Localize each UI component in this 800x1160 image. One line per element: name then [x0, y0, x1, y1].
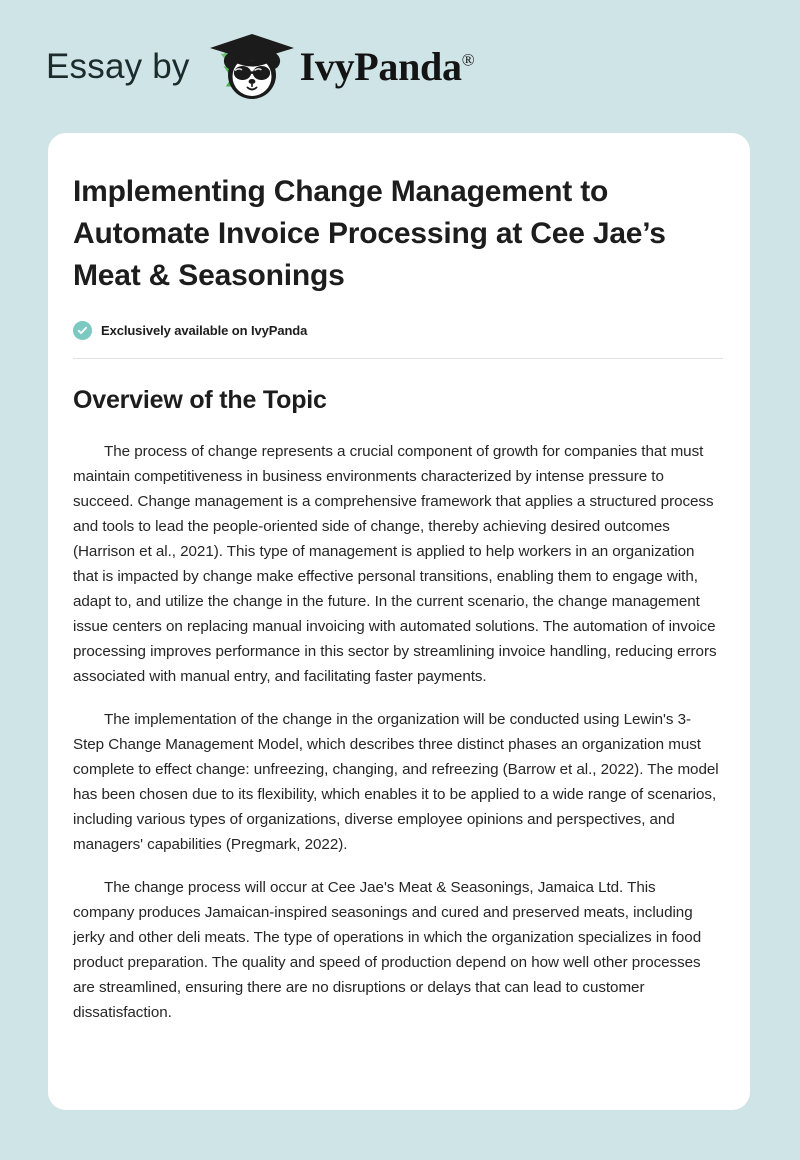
ivypanda-logo-lockup[interactable] — [206, 30, 475, 104]
ivypanda-panda-graduate-logo-icon — [206, 30, 298, 104]
brand-header — [0, 0, 800, 133]
title-divider — [73, 358, 723, 359]
registered-trademark-icon: ® — [461, 50, 475, 70]
exclusive-availability-badge — [73, 321, 722, 340]
section-heading: Overview of the Topic — [73, 386, 327, 414]
body-paragraph: The process of change represents a crucial component of growth for companies that must maintain competitiveness in business environments characterized by intense pressure to succeed. Change management is a comprehensive framework that applies a structured process and tools to lead the people-oriented side of change, thereby achieving desired outcomes (Harrison et al., 2021). This type of management is applied to help workers in an organization that is impacted by change make effective personal transitions, enabling them to engage with, adapt to, and utilize the change in the future. In the current scenario, the change management issue centers on replacing manual invoicing with automated solutions. The automation of invoice processing improves performance in this sector by streamlining invoice handling, reducing errors associated with manual entry, and facilitating faster payments. — [73, 443, 717, 685]
ivypanda-wordmark-text: IvyPanda — [299, 43, 462, 89]
document-card — [48, 133, 750, 1110]
exclusive-availability-label: Exclusively available on IvyPanda — [101, 323, 308, 338]
check-circle-icon — [73, 321, 92, 340]
page-title: Implementing Change Management to Automate Invoice Processing at Cee Jae’s Meat & Seasonings — [73, 175, 666, 292]
ivypanda-wordmark — [299, 43, 475, 89]
body-paragraph: The implementation of the change in the organization will be conducted using Lewin's 3-Step Change Management Model, which describes three distinct phases an organization must complete to effect change: unfreezing, changing, and refreezing (Barrow et al., 2022). The model has been chosen due to its flexibility, which enables it to be applied to a wide range of scenarios, including various types of organizations, diverse employee opinions and perspectives, and managers' capabilities (Pregmark, 2022). — [73, 711, 719, 853]
essay-by-label: Essay by — [46, 47, 190, 86]
body-paragraph: The change process will occur at Cee Jae's Meat & Seasonings, Jamaica Ltd. This company produces Jamaican-inspired seasonings and cured and preserved meats, including jerky and other deli meats. The type of operations in which the organization specializes in food product preparation. The quality and speed of production depend on how well other processes are streamlined, ensuring there are no disruptions or delays that can lead to customer dissatisfaction. — [73, 879, 702, 1021]
